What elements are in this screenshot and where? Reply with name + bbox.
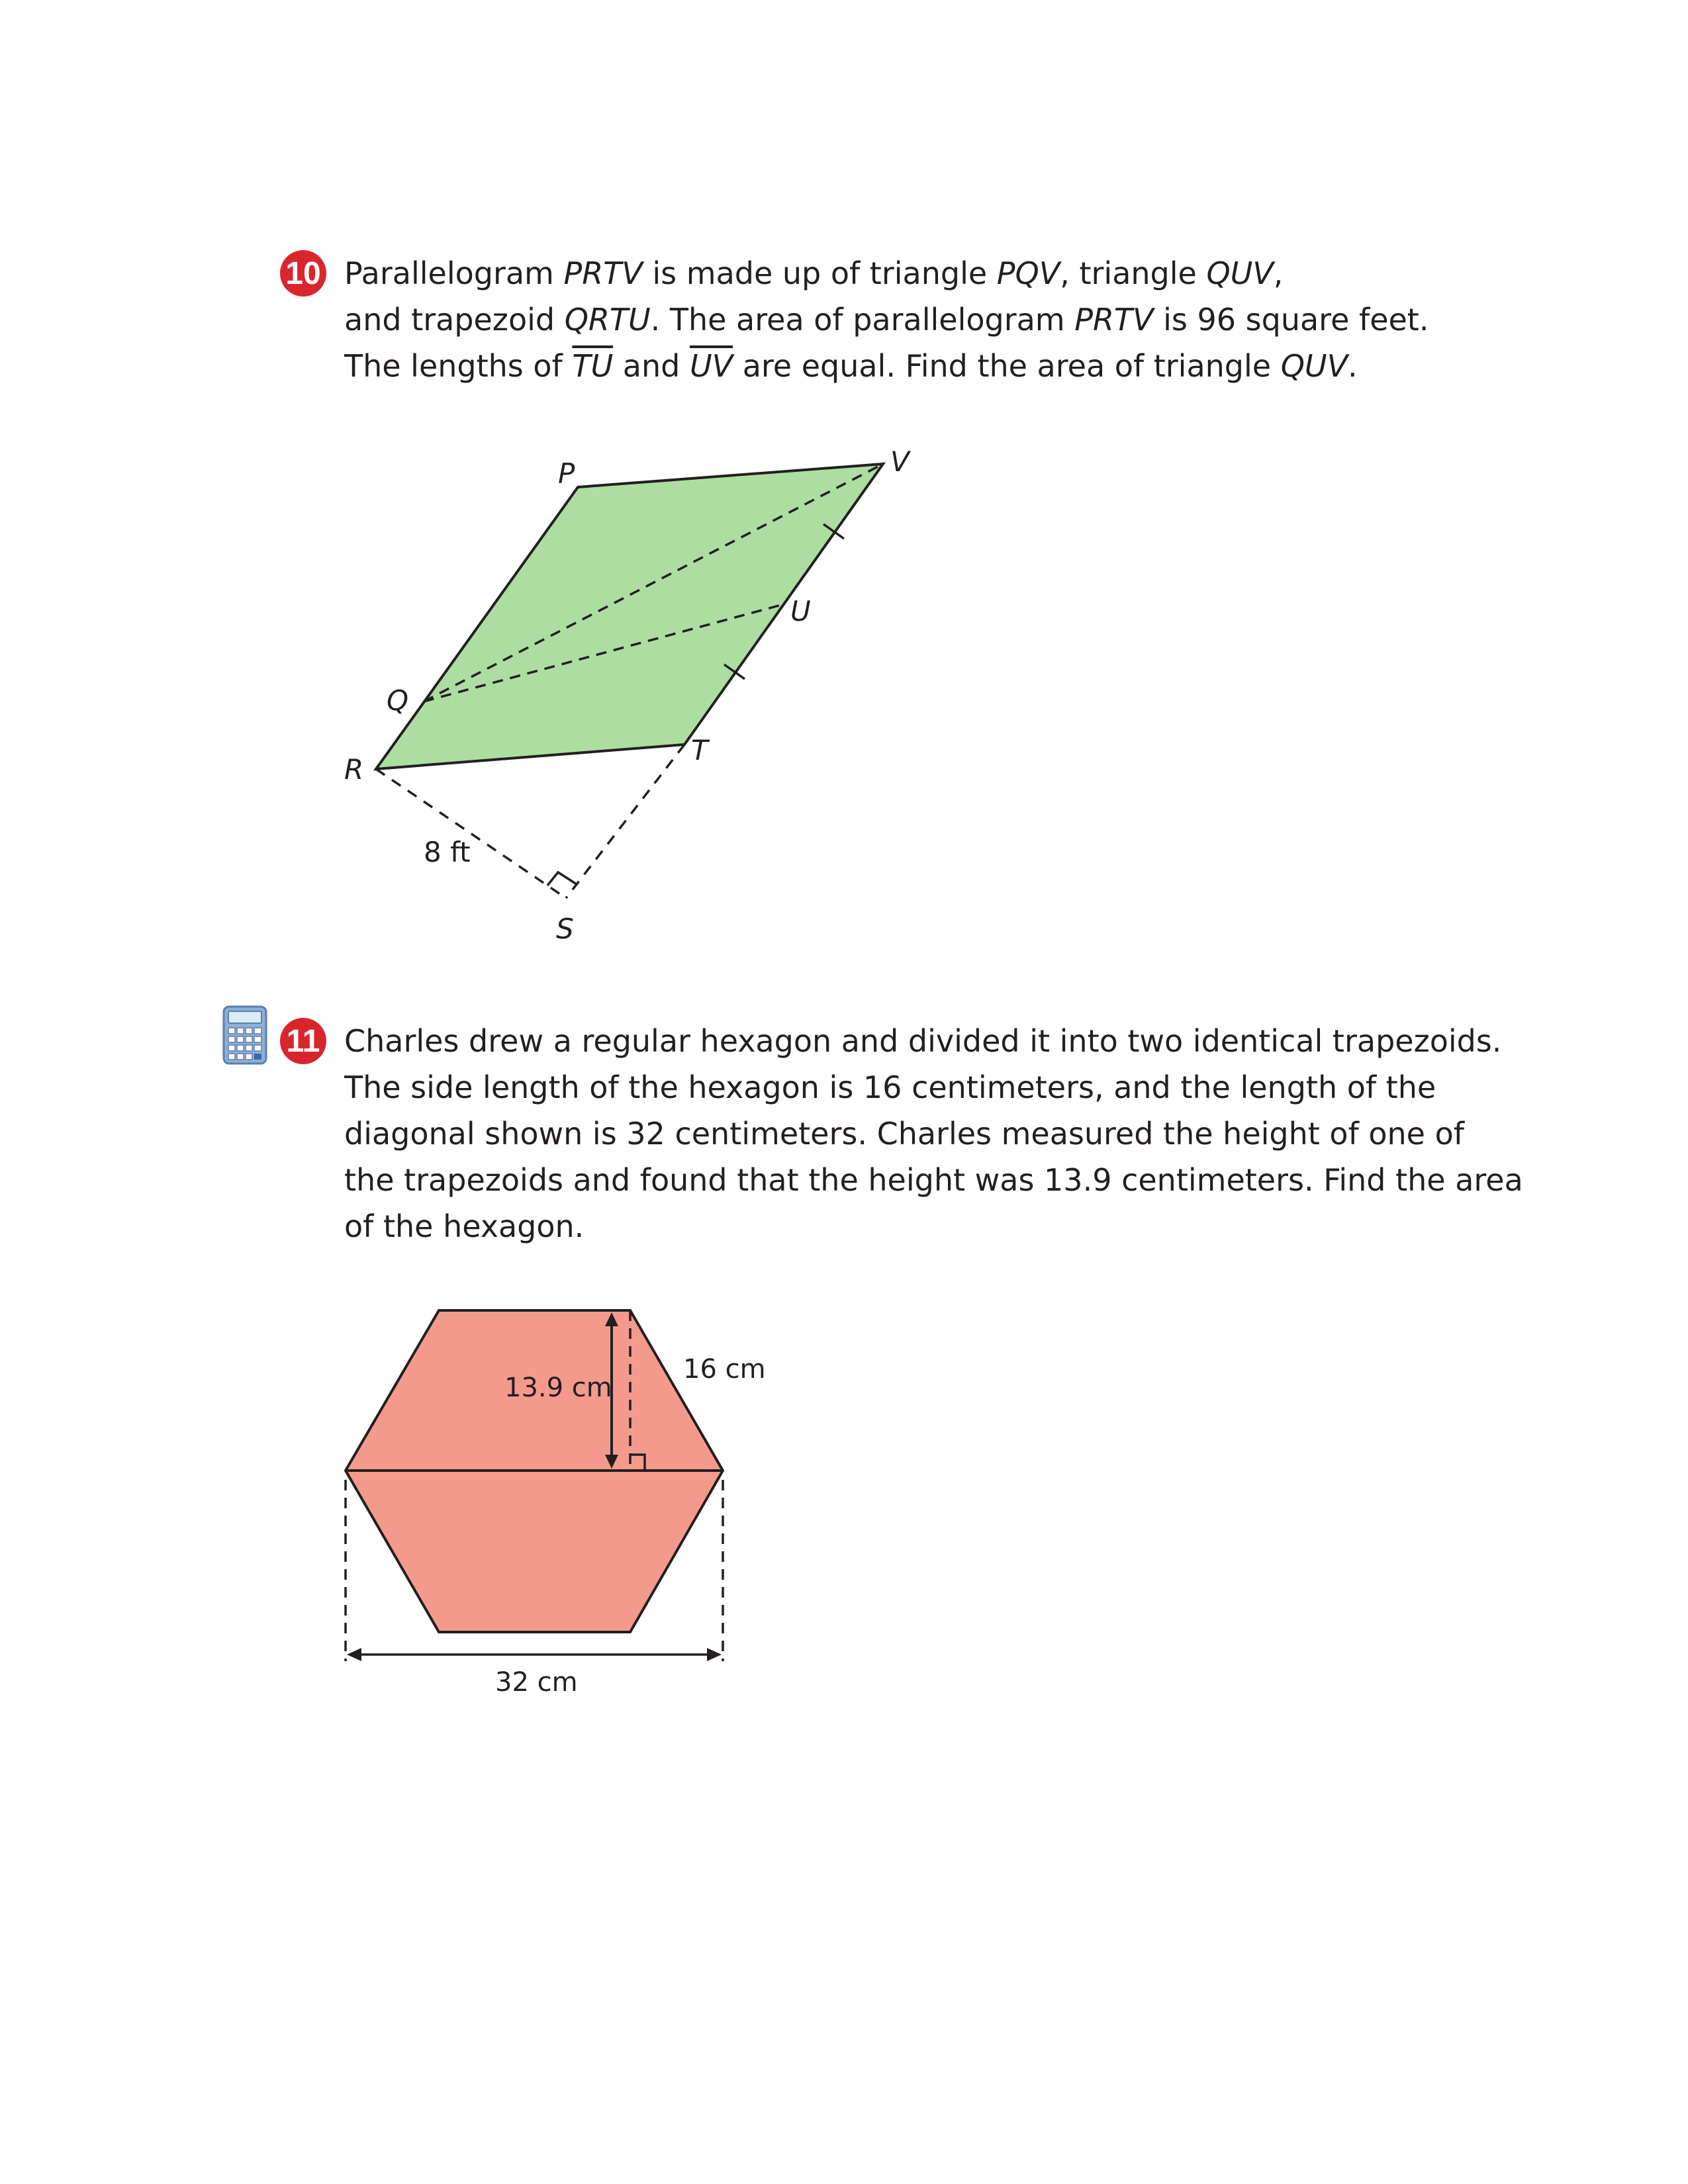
height-label: 13.9 cm — [504, 1373, 612, 1403]
diagonal-arrow-head-right — [707, 1648, 722, 1661]
question-10-line-1: Parallelogram PRTV is made up of triangle PQV, triangle QUV, — [344, 255, 1284, 291]
label-t: T — [691, 734, 708, 766]
question-11-line-1: Charles drew a regular hexagon and divided it into two identical trapezoids. — [344, 1023, 1502, 1059]
label-u: U — [790, 595, 811, 627]
label-s: S — [556, 913, 574, 945]
label-v: V — [890, 445, 910, 478]
right-angle-mark-s — [547, 872, 577, 886]
parallelogram-figure — [0, 0, 1688, 993]
question-number-10: 10 — [280, 250, 326, 296]
question-11-line-2: The side length of the hexagon is 16 centimeters, and the length of the — [344, 1069, 1436, 1105]
question-11-text — [344, 1018, 1523, 1250]
question-10-line-2: and trapezoid QRTU. The area of parallelogram PRTV is 96 square feet. — [344, 302, 1429, 338]
calculator-icon — [222, 1005, 268, 1066]
label-r: R — [344, 753, 364, 786]
question-11-line-3: diagonal shown is 32 centimeters. Charles measured the height of one of — [344, 1116, 1464, 1152]
extension-ts — [566, 745, 684, 898]
question-number-11: 11 — [280, 1018, 326, 1064]
question-10-line-3: The lengths of $\overline{TU}$ and $\overline{UV}$ are equal. Find the area of triangle QUV. — [344, 348, 1358, 384]
label-q: Q — [387, 684, 409, 717]
height-label-8ft: 8 ft — [424, 836, 471, 868]
diagonal-arrow-head-left — [347, 1648, 361, 1661]
question-11-line-5: of the hexagon. — [344, 1208, 585, 1244]
question-11-line-4: the trapezoids and found that the height was 13.9 centimeters. Find the area — [344, 1162, 1523, 1198]
hexagon-figure — [0, 1257, 1688, 1721]
diagonal-label: 32 cm — [495, 1667, 578, 1698]
label-p: P — [558, 457, 575, 490]
height-segment-rs — [376, 769, 566, 898]
side-length-label: 16 cm — [683, 1354, 766, 1385]
